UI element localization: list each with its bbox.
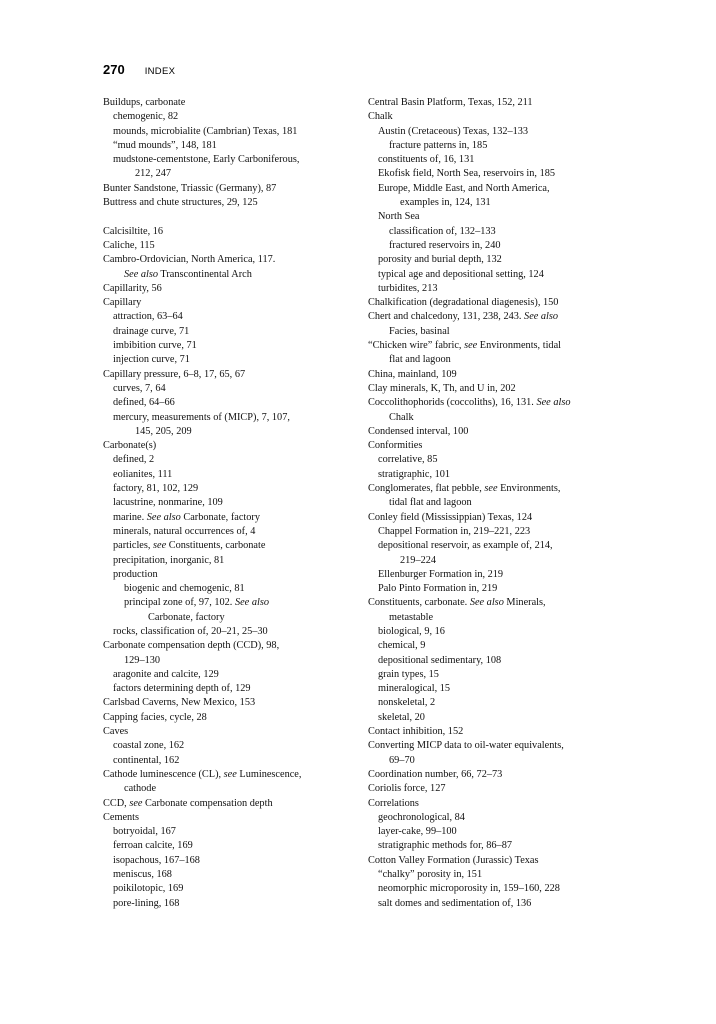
index-subentry: poikilotopic, 169 [113,883,184,895]
index-entry: Coriolis force, 127 [368,783,446,795]
index-subentry: fracture patterns in, 185 [389,139,488,151]
index-subentry: Palo Pinto Formation in, 219 [378,583,498,595]
index-column-left [103,96,355,911]
index-subentry: fractured reservoirs in, 240 [389,239,501,251]
index-subentry: biogenic and chemogenic, 81 [124,583,245,595]
index-subentry: factors determining depth of, 129 [113,683,251,695]
index-entry: CCD, see Carbonate compensation depth [103,797,273,809]
index-subentry: “chalky” porosity in, 151 [378,869,483,881]
index-subentry: correlative, 85 [378,454,438,466]
index-entry: Cathode luminescence (CL), see Luminescence, [103,768,302,780]
index-entry: Coccolithophorids (coccoliths), 16, 131. See also [368,397,571,409]
index-subentry: flat and lagoon [389,354,451,366]
index-column-right [368,96,620,911]
index-entry: Conformities [368,440,423,452]
index-subentry: North Sea [378,211,420,223]
index-subentry: nonskeletal, 2 [378,697,436,709]
index-subentry: ferroan calcite, 169 [113,840,193,852]
index-entry: “Chicken wire” fabric, see Environments, tidal [368,340,562,352]
index-subentry: chemogenic, 82 [113,111,179,123]
index-entry: Caves [103,726,129,738]
index-entry: Chert and chalcedony, 131, 238, 243. See also [368,311,559,323]
index-subentry: chemical, 9 [378,640,426,652]
index-entry: Cambro-Ordovician, North America, 117. [103,254,276,266]
index-entry: Capillarity, 56 [103,282,162,294]
index-entry: Bunter Sandstone, Triassic (Germany), 87 [103,182,277,194]
index-subentry: porosity and burial depth, 132 [378,254,502,266]
index-subentry: examples in, 124, 131 [400,197,491,209]
index-subentry: Austin (Cretaceous) Texas, 132–133 [378,125,529,137]
index-entry: Cotton Valley Formation (Jurassic) Texas [368,854,539,866]
running-header [103,61,175,81]
index-subentry: particles, see Constituents, carbonate [113,540,266,552]
index-subentry: constituents of, 16, 131 [378,154,475,166]
index-subentry: eolianites, 111 [113,468,173,480]
index-subentry: Carbonate, factory [148,611,225,623]
index-entry: Capping facies, cycle, 28 [103,711,207,723]
index-subentry: coastal zone, 162 [113,740,185,752]
index-subentry: mounds, microbialite (Cambrian) Texas, 181 [113,125,298,137]
index-subentry: Chalk [389,411,414,423]
index-entry: Capillary pressure, 6–8, 17, 65, 67 [103,368,246,380]
index-subentry: See also Transcontinental Arch [124,268,252,280]
index-subentry: stratigraphic methods for, 86–87 [378,840,512,852]
index-subentry: layer-cake, 99–100 [378,826,457,838]
index-subentry: 69–70 [389,754,415,766]
index-subentry: 219–224 [400,554,437,566]
index-subentry: Facies, basinal [389,325,450,337]
index-entry: Carlsbad Caverns, New Mexico, 153 [103,697,256,709]
index-subentry: geochronological, 84 [378,811,465,823]
index-subentry: turbidites, 213 [378,282,438,294]
index-subentry: biological, 9, 16 [378,625,445,637]
index-entry: China, mainland, 109 [368,368,457,380]
index-subentry: 145, 205, 209 [135,425,192,437]
index-subentry: imbibition curve, 71 [113,340,197,352]
index-entry: Correlations [368,797,419,809]
index-entry: Chalkification (degradational diagenesis), 150 [368,297,559,309]
index-subentry: curves, 7, 64 [113,382,166,394]
index-subentry: 129–130 [124,654,161,666]
index-subentry: neomorphic microporosity in, 159–160, 228 [378,883,560,895]
index-subentry: 212, 247 [135,168,172,180]
index-subentry: skeletal, 20 [378,711,425,723]
index-entry: Carbonate compensation depth (CCD), 98, [103,640,280,652]
index-subentry: principal zone of, 97, 102. See also [124,597,269,609]
index-subentry: Europe, Middle East, and North America, [378,182,550,194]
index-subentry: classification of, 132–133 [389,225,496,237]
index-subentry: tidal flat and lagoon [389,497,472,509]
index-entry: Chalk [368,111,393,123]
index-subentry: precipitation, inorganic, 81 [113,554,225,566]
index-subentry: metastable [389,611,434,623]
index-subentry: marine. See also Carbonate, factory [113,511,260,523]
index-subentry: grain types, 15 [378,668,439,680]
index-entry: Buttress and chute structures, 29, 125 [103,197,258,209]
index-entry: Calcisiltite, 16 [103,225,164,237]
index-subentry: Chappel Formation in, 219–221, 223 [378,525,531,537]
index-subentry: pore-lining, 168 [113,897,180,909]
index-subentry: rocks, classification of, 20–21, 25–30 [113,625,268,637]
index-subentry: botryoidal, 167 [113,826,176,838]
index-entry: Buildups, carbonate [103,97,186,108]
index-subentry: Ellenburger Formation in, 219 [378,568,504,580]
index-subentry: salt domes and sedimentation of, 136 [378,897,532,909]
index-entry: Condensed interval, 100 [368,425,469,437]
index-subentry: aragonite and calcite, 129 [113,668,219,680]
index-subentry: Ekofisk field, North Sea, reservoirs in, 185 [378,168,556,180]
index-subentry: defined, 64–66 [113,397,175,409]
index-subentry: cathode [124,783,157,795]
index-entry: Caliche, 115 [103,239,155,251]
index-entry: Clay minerals, K, Th, and U in, 202 [368,382,516,394]
index-entry: Carbonate(s) [103,440,157,452]
index-entry: Cements [103,811,140,823]
index-subentry: typical age and depositional setting, 124 [378,268,544,280]
index-subentry: drainage curve, 71 [113,325,190,337]
index-subentry: injection curve, 71 [113,354,190,366]
index-subentry: mercury, measurements of (MICP), 7, 107, [113,411,290,423]
index-subentry: stratigraphic, 101 [378,468,451,480]
index-subentry: mudstone-cementstone, Early Carboniferous, [113,154,300,166]
index-subentry: lacustrine, nonmarine, 109 [113,497,223,509]
index-subentry: minerals, natural occurrences of, 4 [113,525,256,537]
index-subentry: depositional sedimentary, 108 [378,654,502,666]
index-entry: Constituents, carbonate. See also Minerals, [368,597,546,609]
index-subentry: mineralogical, 15 [378,683,451,695]
index-entry: Converting MICP data to oil-water equivalents, [368,740,564,752]
index-entry: Central Basin Platform, Texas, 152, 211 [368,97,533,108]
index-entry: Capillary [103,297,142,309]
index-entry: Conley field (Mississippian) Texas, 124 [368,511,533,523]
index-subentry: factory, 81, 102, 129 [113,483,199,495]
index-subentry: defined, 2 [113,454,155,466]
index-entry: Contact inhibition, 152 [368,726,464,738]
index-subentry: meniscus, 168 [113,869,172,881]
index-subentry: production [113,568,158,580]
entry-gap [103,210,355,224]
index-subentry: depositional reservoir, as example of, 214, [378,540,553,552]
index-subentry: “mud mounds”, 148, 181 [113,139,217,151]
index-entry: Coordination number, 66, 72–73 [368,768,503,780]
section-title: INDEX [144,66,176,77]
index-subentry: isopachous, 167–168 [113,854,200,866]
page-number: 270 [103,62,125,77]
index-subentry: continental, 162 [113,754,180,766]
index-entry: Conglomerates, flat pebble, see Environments, [368,483,561,495]
index-subentry: attraction, 63–64 [113,311,183,323]
